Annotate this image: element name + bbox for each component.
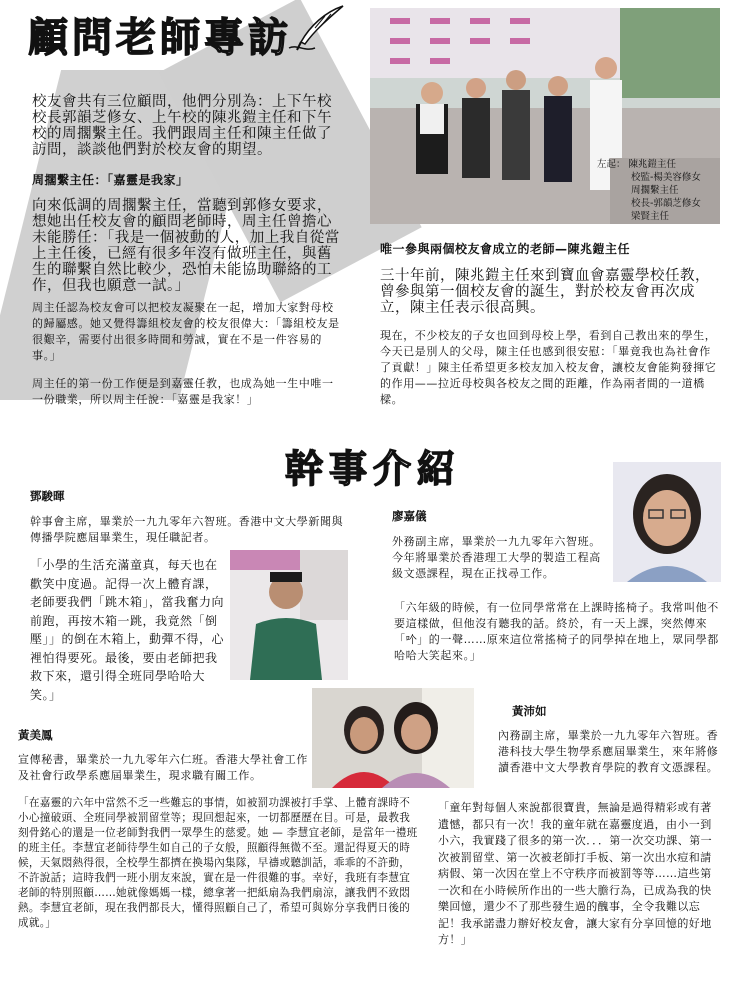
quill-pen-icon <box>285 4 347 54</box>
intro-paragraph: 校友會共有三位顧問，他們分別為：上下午校校長郭韻芝修女、上午校的陳兆鎧主任和下午校的周擱繫主任。我們跟周主任和陳主任做了訪問，談談他們對於校友會的期望。 <box>32 94 332 158</box>
caption-line: 梁賢主任 <box>631 211 670 222</box>
member-quote: 「小學的生活充滿童真，每天也在歡笑中度過。記得一次上體育課，老師要我們「跳木箱」，當我奮力向前跑，再按木箱一跳，我竟然「倒壓」」的倒在木箱上，動彈不得，心裡怕得要死。最後，要由老師把我救下來，還引得全班同學哈哈大笑。」 <box>30 558 225 702</box>
chan-heading: 唯一參與兩個校友會成立的老師—陳兆鎧主任 <box>380 242 631 256</box>
member-name: 廖嘉儀 <box>392 509 427 523</box>
caption-line: 校長-郭韻芝修女 <box>631 198 701 209</box>
member-photo <box>613 462 721 582</box>
member-photo-pair <box>312 688 474 788</box>
photo-caption <box>597 158 722 223</box>
chow-paragraph-3: 周主任的第一份工作便是到嘉靈任教，也成為她一生中唯一一份職業，所以周主任說：「嘉靈是我家！」 <box>32 377 334 406</box>
member-photo <box>230 550 348 680</box>
member-name: 黃沛如 <box>512 704 547 718</box>
caption-line: 左起： 陳兆鎧主任 <box>597 159 677 170</box>
member-name: 黃美鳳 <box>18 728 53 742</box>
chan-paragraph-2: 現在，不少校友的子女也回到母校上學，看到自己教出來的學生，今天已是別人的父母，陳主任也感到很安慰：「畢竟我也為社會作了貢獻！」陳主任希望更多校友加入校友會，讓校友會能夠發揮它的作用——拉近母校與各校友之間的距離，作為兩者間的一道橋樑。 <box>380 329 717 406</box>
member-info: 宣傳秘書，畢業於一九九零年六仁班。香港大學社會工作及社會行政學系應屆畢業生，現求職有關工作。 <box>18 753 308 782</box>
chan-paragraph-1: 三十年前，陳兆鎧主任來到寶血會嘉靈學校任教，曾參與第一個校友會的誕生，對於校友會再次成立，陳主任表示很高興。 <box>380 268 710 316</box>
member-name: 鄧駿暉 <box>30 489 65 503</box>
caption-line: 周擱繫主任 <box>631 185 679 196</box>
section-title-advisors: 顧問老師專訪 <box>28 14 292 61</box>
caption-line: 校監-楊美容修女 <box>631 172 701 183</box>
chow-paragraph-1: 向來低調的周擱繫主任，當聽到郭修女要求，想她出任校友會的顧問老師時，周主任曾擔心未能勝任：「我是一個被動的人，加上我自從當上主任後，已經有很多年沒有做班主任，與舊生的聯繫自然比較少，恐怕未能協助聯絡的工作，但我也願意一試。」 <box>32 198 340 294</box>
member-quote: 「六年級的時候，有一位同學常常在上課時搖椅子。我常叫他不要這樣做，但他沒有聽我的話。終於，有一天上課，突然傳來「𠮶」的一聲……原來這位常搖椅子的同學掉在地上，眾同學都哈哈大笑起來。」 <box>394 601 719 662</box>
member-quote: 「童年對每個人來說都很寶貴，無論是過得精彩或有著遺憾，都只有一次！我的童年就在嘉靈度過，由小一到小六，我實踐了很多的第一次．．．第一次交功課、第一次被罰留堂、第一次被老師打手板、第一次出水痘和請病假、第一次因在堂上不守秩序而被罰等等……這些第一次和在小時候所作出的一些大膽行為，已成為我的快樂回憶，還少不了那些發生過的醜事，全令我難以忘記！我承諾盡力辦好校友會，讓大家有分享回憶的好地方！」 <box>438 801 712 946</box>
member-info: 幹事會主席，畢業於一九九零年六智班。香港中文大學新聞與傳播學院應屆畢業生，現任職記者。 <box>30 515 344 544</box>
member-info: 內務副主席，畢業於一九九零年六智班。香港科技大學生物學系應屆畢業生，來年將修讀香港中文大學教育學院的教育文憑課程。 <box>498 729 719 774</box>
section-title-committee: 幹事介紹 <box>285 446 462 491</box>
member-info: 外務副主席，畢業於一九九零年六智班。今年將畢業於香港理工大學的製造工程高級文憑課程，現在正找尋工作。 <box>392 535 601 580</box>
chow-paragraph-2: 周主任認為校友會可以把校友凝聚在一起，增加大家對母校的歸屬感。她又覺得籌組校友會的校友很偉大：「籌組校友是很艱辛，需要付出很多時間和勞誠，實在不是一件容易的事。」 <box>32 301 340 362</box>
member-quote: 「在嘉靈的六年中當然不乏一些難忘的事情，如被罰功課被打手掌、上體育課時不小心撞破頭、全班同學被罰留堂等；現回想起來，一切都歷歷在目。可是，最教我刻骨銘心的還是一位老師對我們一眾學生的慈愛。她 — 李慧宜老師，是當年一禮班的班主任。李慧宜老師待學生如自己的子女般，照顧得無微不至。還記得夏天的時候，天氣悶熱得很，全校學生都擠在換場內集隊，早禱或聽訓話，乖乖的不許動，不許說話；這時我們一班小朋友來說，實在是一件很難的事。幸好，我班有李慧宜老師的特別照顧……她就像媽媽一樣，總拿著一把紙扇為我們扇涼，讓我們不致悶熱。李慧宜老師，現在我們都長大，懂得照顧自己了，希望可與妳分享我們日後的成就。」 <box>18 797 418 929</box>
chow-heading: 周擱繫主任：「嘉靈是我家」 <box>32 173 189 187</box>
